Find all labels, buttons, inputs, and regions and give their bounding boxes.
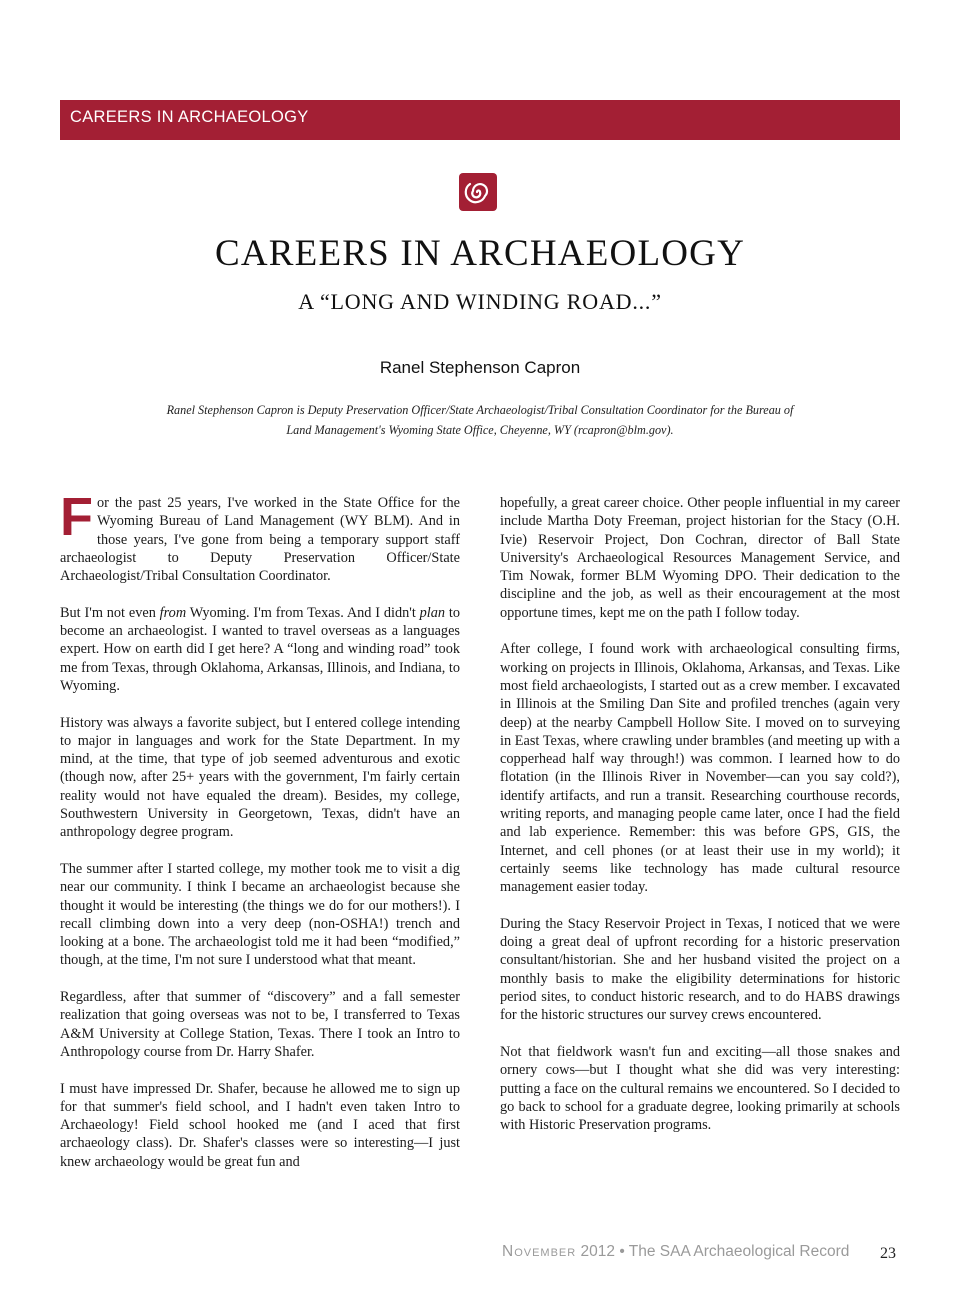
author-name: Ranel Stephenson Capron [379,358,581,377]
author-bio: Ranel Stephenson Capron is Deputy Preservation Officer/State Archaeologist/Tribal Consultation Coordinator for the Bureau of Land Management's Wyoming State Office, Cheyenne, WY (rcapron@blm.gov). [166,403,794,437]
section-banner [60,100,900,140]
left-column [60,487,461,1189]
paragraph: During the Stacy Reservoir Project in Texas, I noticed that we were doing a great deal of upfront recording for a historic preservation consultant/historian. She and her husband visited the project on a monthly basis to make the eligibility determinations for historic period sites, to conduct historic research, and to do HABS drawings for the historic structures our survey crews encountered. [500,915,900,1024]
page-number: 23 [880,1245,896,1262]
paragraph: History was always a favorite subject, but I entered college intending to major in languages and work for the State Department. In my mind, at the time, that type of job seemed adventurous and exotic (though now, after 25+ years with the government, I'm fairly certain reality would not have equaled the dream). Besides, my college, Southwestern University in Georgetown, Texas, didn't have an anthropology degree program. [60,714,460,841]
paragraph: hopefully, a great career choice. Other people influential in my career include Martha Doty Freeman, project historian for the Stacy (O.H. Ivie) Reservoir Project, Don Cochran, director of Ball State University's Archaeological Resources Management Service, and Tim Nowak, former BLM Wyoming DPO. Their dedication to the discipline and the job, as well as their encouragement at the most opportune times, kept me on the path I follow today. [500,495,900,621]
right-column [500,494,900,1153]
paragraph: After college, I found work with archaeological consulting firms, working on projects in Illinois, Oklahoma, Arkansas, and Texas. Like most field archaeologists, I started out as a crew member. I excavated in Illinois at the Smiling Dan Site and profiled trenches (again very deep) at the nearby Campbell Hollow Site. I moved on to surveying in East Texas, where crawling under brambles (and meeting up with a copperhead half way through!) was common. I learned how to do flotation (in the Illinois River in November—can you say cold?), identify artifacts, and run a transit. Researching courthouse records, writing reports, and managing people came later, once I had the field and lab experience. Remember: this was before GPS, GIS, the Internet, and cell phones (or at least their use in my world); it certainly seems like technology has made cultural resource management easier today. [500,641,900,896]
paragraph: Regardless, after that summer of “discovery” and a fall semester realization that going overseas was not to be, I transferred to Texas A&M University at College Station, Texas. There I took an Intro to Anthropology course from Dr. Harry Shafer. [60,989,460,1060]
footer-publication: The SAA Archaeological Record [628,1243,850,1260]
paragraph: Not that fieldwork wasn't fun and exciting—all those snakes and ornery cows—but I thought what she did was very interesting: putting a face on the cultural remains we encountered. So I decided to go back to school for a graduate degree, looking primarily at schools with Historic Preservation programs. [500,1043,900,1134]
article-subtitle: A “LONG AND WINDING ROAD...” [298,289,662,314]
footer-issue: November 2012 • The SAA Archaeological Record [502,1243,850,1260]
banner-label: CAREERS IN ARCHAEOLOGY [70,108,309,126]
paragraph: For the past 25 years, I've worked in the State Office for the Wyoming Bureau of Land Management (WY BLM). And in those years, I've gone from being a temporary support staff archaeologist to Deputy Preservation Officer/State Archaeologist/Tribal Consultation Coordinator. [60,487,460,585]
article-title: CAREERS IN ARCHAEOLOGY [214,233,746,274]
footer-month: November [502,1243,577,1260]
paragraph: The summer after I started college, my mother took me to visit a dig near our community. I think I became an archaeologist because she thought it would be interesting (the things we do for our mothers!). I recall climbing down into a very deep (non-OSHA!) trench and looking at a bone. The archaeologist told me it had been “modified,” though, at the time, I'm not sure I understood what that meant. [60,860,460,969]
paragraph: But I'm not even from Wyoming. I'm from Texas. And I didn't plan to become an archaeologist. I wanted to travel overseas as a languages expert. How on earth did I get here? A “long and winding road” took me from Texas, through Oklahoma, Arkansas, Illinois, and Indiana, to Wyoming. [60,604,461,694]
paragraph: I must have impressed Dr. Shafer, because he allowed me to sign up for that summer's field school, and I hadn't even taken Intro to Archaeology! Field school hooked me (and I aced that first archaeology class). Dr. Shafer's classes were so interesting—I just knew archaeology would be great fun and [60,1080,460,1170]
drop-cap: F [60,487,93,547]
spiral-icon [458,172,498,212]
